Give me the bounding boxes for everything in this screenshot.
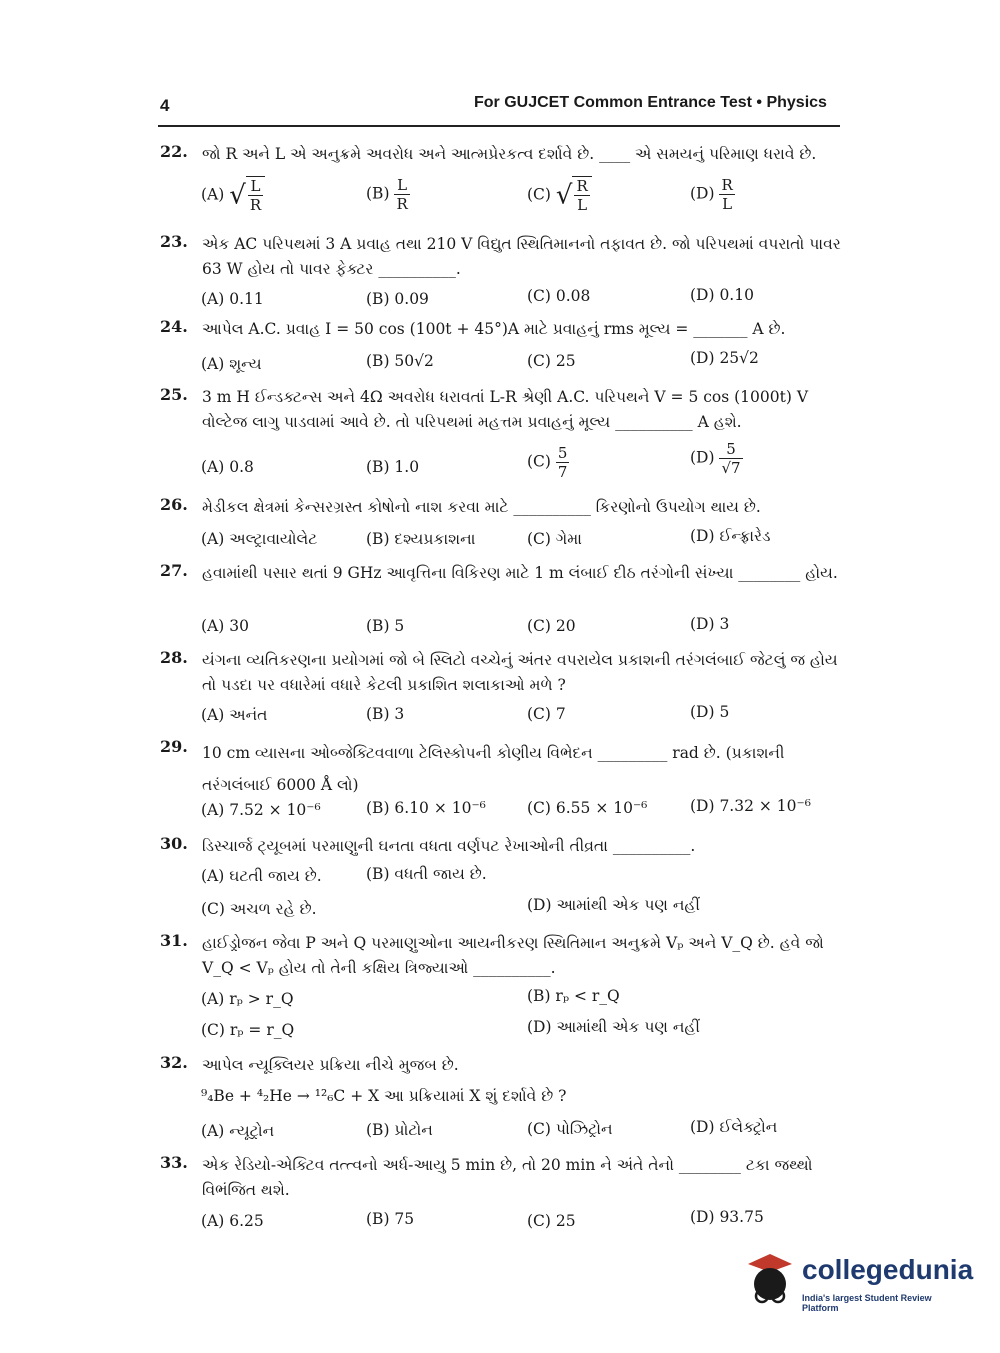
option-c: (C) 6.55 × 10⁻⁶ [527, 799, 648, 817]
nuclear-reaction: ⁹₄Be + ⁴₂He → ¹²₆C + X આ પ્રક્રિયામાં X શું દર્શાવે છે ? [201, 1087, 567, 1105]
option-a: (A) 6.25 [201, 1212, 264, 1230]
question-number: 24. [160, 317, 188, 336]
option-d: (D) 7.32 × 10⁻⁶ [690, 797, 811, 815]
option-d: (D) $\frac{R}{L}$ [690, 176, 733, 213]
option-a: (A) અનંત [201, 706, 268, 724]
mascot-icon [740, 1250, 798, 1308]
option-d: (D) 0.10 [690, 286, 754, 304]
question-number: 23. [160, 232, 188, 251]
option-a: (A) 30 [201, 617, 249, 635]
collegedunia-logo [740, 1250, 974, 1313]
option-c: (C) 0.08 [527, 287, 591, 305]
question-text: એક AC પરિપથમાં 3 A પ્રવાહ તથા 210 V વિદ્યુત સ્થિતિમાનનો તફાવત છે. જો પરિપથમાં વપરાતો પાવર 63 W હોય તો પાવર ફેક્ટર __________. [202, 235, 841, 278]
option-c: (C) 25 [527, 1212, 576, 1230]
option-d: (D) 3 [690, 615, 730, 633]
question-text: ડિસ્ચાર્જ ટ્યૂબમાં પરમાણુની ઘનતા વધતા વર્ણપટ રેખાઓની તીવ્રતા __________. [202, 837, 696, 855]
option-b: (B) વધતી જાય છે. [366, 865, 487, 883]
option-c: (C) ગેમા [527, 530, 582, 548]
question-number: 26. [160, 495, 188, 514]
option-b: (B) 75 [366, 1210, 415, 1228]
question-number: 28. [160, 648, 188, 667]
option-d: (D) આમાંથી એક પણ નહીં [527, 896, 700, 914]
question-number: 27. [160, 561, 188, 580]
option-b: (B) 50√2 [366, 352, 434, 370]
option-d: (D) આમાંથી એક પણ નહીં [527, 1018, 700, 1036]
option-c: (C) 7 [527, 705, 566, 723]
question-text: એક રેડિયો-એક્ટિવ તત્ત્વનો અર્ધ-આયુ 5 min છે, તો 20 min ને અંતે તેનો ________ ટકા જથ્થો વિભંજિત થશે. [202, 1156, 813, 1199]
question-number: 30. [160, 834, 188, 853]
question-number: 22. [160, 142, 188, 161]
option-c: (C) પોઝિટ્રોન [527, 1120, 613, 1138]
option-a: (A) ન્યૂટ્રોન [201, 1122, 275, 1140]
option-a: (A) √ $\frac{L}{R}$ [201, 176, 265, 214]
option-a: (A) 0.8 [201, 458, 254, 476]
question-number: 33. [160, 1153, 188, 1172]
logo-wordmark: collegedunia [802, 1254, 974, 1285]
option-a: (A) શૂન્ય [201, 355, 262, 373]
logo-tagline: India's largest Student Review Platform [802, 1293, 932, 1313]
option-b: (B) 3 [366, 705, 405, 723]
option-c: (C) 20 [527, 617, 576, 635]
option-a: (A) ઘટતી જાય છે. [201, 867, 322, 885]
header-divider [158, 125, 840, 127]
option-d: (D) ઈલેક્ટ્રોન [690, 1118, 778, 1136]
question-number: 32. [160, 1053, 188, 1072]
page-header-title: For GUJCET Common Entrance Test • Physics [474, 94, 827, 111]
question-text: જો R અને L એ અનુક્રમે અવરોધ અને આત્મપ્રેરકત્વ દર્શાવે છે. ____ એ સમયનું પરિમાણ ધરાવે છે. [202, 145, 817, 163]
option-a: (A) rₚ > r_Q [201, 990, 294, 1008]
option-d: (D) 25√2 [690, 349, 759, 367]
question-text: આપેલ A.C. પ્રવાહ I = 50 cos (100t + 45°)A માટે પ્રવાહનું rms મૂલ્ય = _______ A છે. [202, 320, 786, 338]
question-text: 3 m H ઈન્ડક્ટન્સ અને 4Ω અવરોધ ધરાવતાં L-R શ્રેણી A.C. પરિપથને V = 5 cos (1000t) V વોલ્ટેજ લાગુ પાડવામાં આવે છે. તો પરિપથમાં મહત્તમ પ્રવાહનું મૂલ્ય __________ A હશે. [202, 388, 809, 431]
option-c: (C) $\frac{5}{7}$ [527, 444, 568, 481]
question-number: 25. [160, 385, 188, 404]
option-d: (D) $\frac{5}{√7}$ [690, 440, 741, 477]
page-number: 4 [160, 96, 170, 115]
question-text: આપેલ ન્યૂક્લિયર પ્રક્રિયા નીચે મુજબ છે. [202, 1056, 459, 1074]
option-c: (C) 25 [527, 352, 576, 370]
option-d: (D) ઈન્ફ્રારેડ [690, 527, 771, 545]
question-number: 31. [160, 931, 188, 950]
option-d: (D) 93.75 [690, 1208, 764, 1226]
option-c: (C) અચળ રહે છે. [201, 900, 317, 918]
option-b: (B) 6.10 × 10⁻⁶ [366, 799, 486, 817]
question-text: મેડીકલ ક્ષેત્રમાં કેન્સરગ્રસ્ત કોષોનો નાશ કરવા માટે __________ કિરણોનો ઉપયોગ થાય છે. [202, 498, 761, 516]
option-b: (B) પ્રોટોન [366, 1121, 433, 1139]
option-b: (B) 1.0 [366, 458, 420, 476]
option-b: (B) 5 [366, 617, 405, 635]
option-c: (C) √ $\frac{R}{L}$ [527, 176, 592, 214]
option-d: (D) 5 [690, 703, 730, 721]
question-text: હાઈડ્રોજન જેવા P અને Q પરમાણુઓના આયનીકરણ સ્થિતિમાન અનુક્રમે Vₚ અને V_Q છે. હવે જો V_Q < Vₚ હોય તો તેની કક્ષિય ત્રિજ્યાઓ __________. [202, 934, 824, 977]
option-a: (A) અલ્ટ્રાવાયોલેટ [201, 530, 318, 548]
question-number: 29. [160, 737, 188, 756]
option-b: (B) $\frac{L}{R}$ [366, 176, 408, 213]
option-b: (B) 0.09 [366, 290, 429, 308]
option-c: (C) rₚ = r_Q [201, 1021, 295, 1039]
question-text: હવામાંથી પસાર થતાં 9 GHz આવૃત્તિના વિકિરણ માટે 1 m લંબાઈ દીઠ તરંગોની સંખ્યા ________ હોય. [202, 564, 838, 582]
option-b: (B) rₚ < r_Q [527, 987, 620, 1005]
option-a: (A) 0.11 [201, 290, 264, 308]
option-a: (A) 7.52 × 10⁻⁶ [201, 801, 321, 819]
option-b: (B) દશ્યપ્રકાશના [366, 530, 476, 548]
question-text: 10 cm વ્યાસના ઓબ્જેક્ટિવવાળા ટેલિસ્કોપની કોણીય વિભેદન _________ rad છે. (પ્રકાશની તરંગલંબાઈ 6000 Å લો) [202, 744, 785, 794]
question-text: યંગના વ્યતિકરણના પ્રયોગમાં જો બે સ્લિટો વચ્ચેનું અંતર વપરાયેલ પ્રકાશની તરંગલંબાઈ જેટલું જ હોય તો પડદા પર વધારેમાં વધારે કેટલી પ્રકાશિત શલાકાઓ મળે ? [202, 651, 838, 694]
